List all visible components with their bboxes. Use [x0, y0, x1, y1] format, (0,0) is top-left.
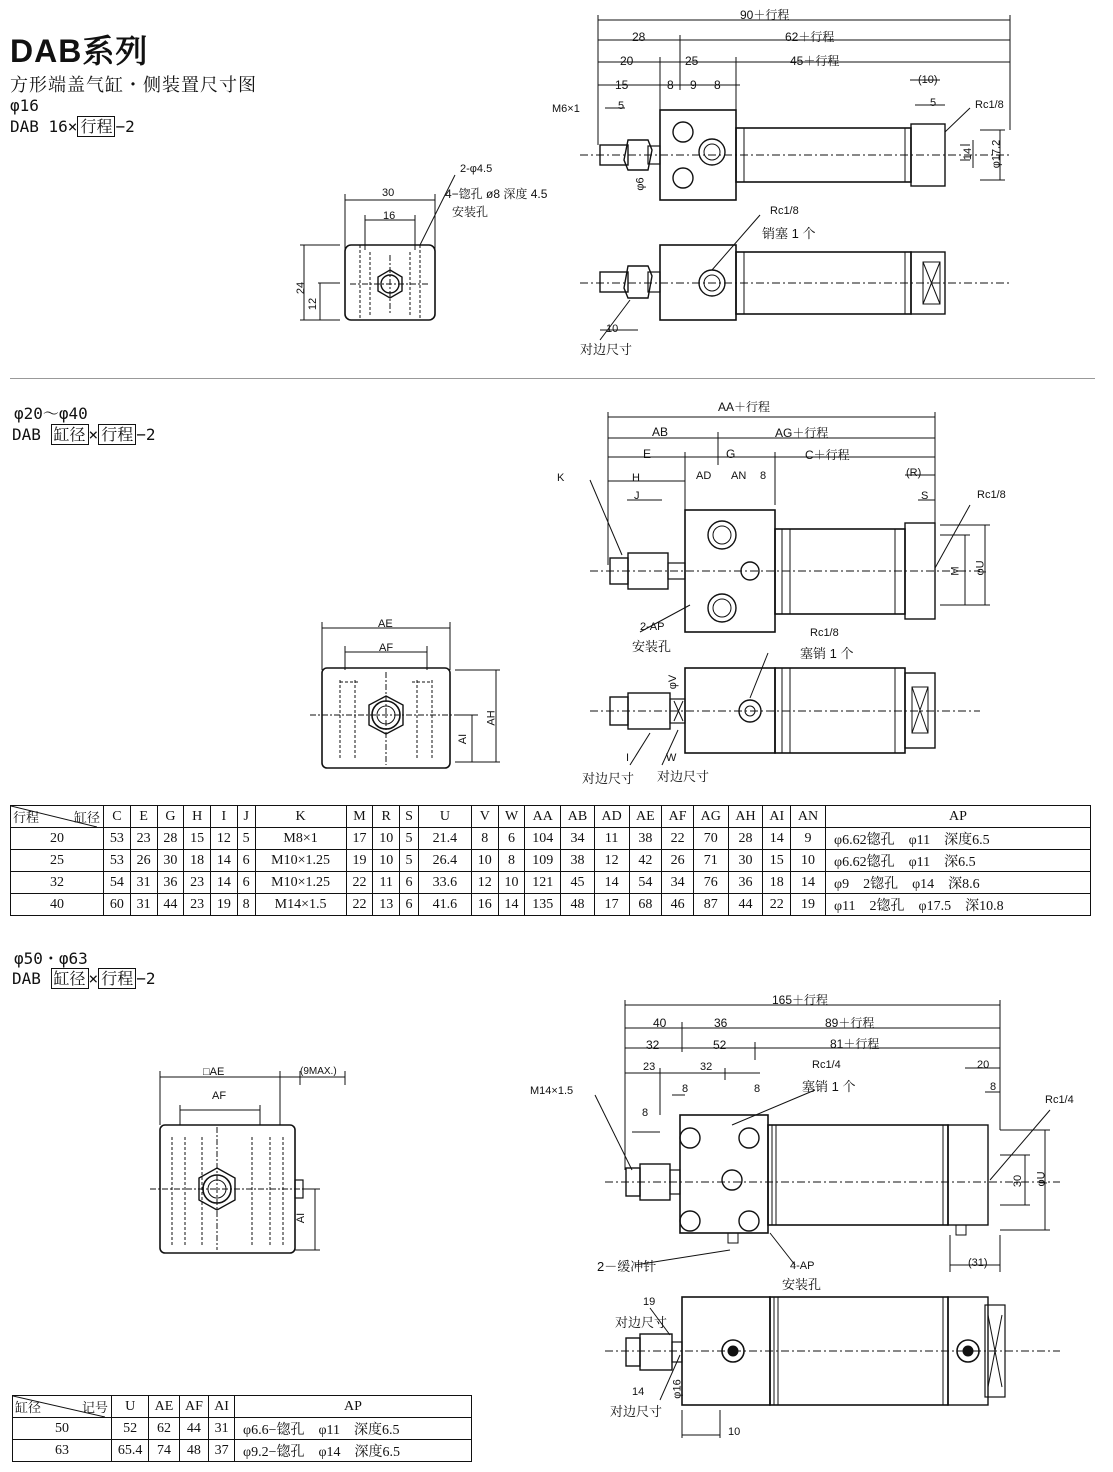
- sec20-port: Rc1/8: [977, 489, 1006, 501]
- sec16-model-box: 行程: [77, 116, 115, 137]
- sec20-cell: 23: [184, 872, 211, 894]
- sec20-front-ae: AE: [378, 618, 393, 630]
- sec20-table-corner: [11, 806, 104, 828]
- sec20-cell: 20: [11, 828, 104, 850]
- sec20-dim-j: J: [634, 490, 640, 502]
- sec20-cell: 6: [498, 828, 525, 850]
- sec20-cell: 48: [561, 894, 595, 916]
- sec50-cell: 52: [112, 1418, 149, 1440]
- sec50-dim-89: 89＋行程: [825, 1016, 875, 1030]
- sec16-cbore-label: 4−锪孔 ø8 深度 4.5: [445, 187, 548, 201]
- sec16-port-b: Rc1/8: [770, 205, 799, 217]
- page-subtitle: 方形端盖气缸・侧装置尺寸图: [10, 75, 257, 95]
- sec20-cell: 6: [237, 872, 255, 894]
- sec20-cell: 60: [104, 894, 131, 916]
- sec20-cell: 22: [763, 894, 791, 916]
- sec50-model-prefix: DAB: [12, 969, 51, 988]
- sec20-table-head-bottom: 行程: [13, 810, 40, 825]
- sec20-cell: 22: [346, 872, 373, 894]
- sec20-dim-an: AN: [731, 470, 747, 482]
- sec50-col-header: AF: [179, 1396, 208, 1418]
- sec50-dim-8d: 8: [642, 1107, 649, 1119]
- sec20-cell: M8×1: [255, 828, 346, 850]
- sec20-cell: 15: [763, 850, 791, 872]
- sec20-cell: 42: [629, 850, 662, 872]
- sec20-cell: 19: [346, 850, 373, 872]
- sec20-model: [12, 425, 155, 445]
- sec20-col-header: AH: [728, 806, 763, 828]
- sec20-cell: 44: [157, 894, 184, 916]
- sec50-dim-81: 81＋行程: [830, 1037, 880, 1051]
- sec16-dim-5b: 5: [930, 97, 937, 109]
- sec50-table-corner: [13, 1396, 112, 1418]
- sec20-cell: 14: [594, 872, 629, 894]
- sec50-model-box1: 缸径: [51, 968, 89, 989]
- sec50-cell: 37: [209, 1440, 235, 1462]
- sec16-model: [10, 117, 135, 137]
- sec20-cell: 6: [400, 872, 419, 894]
- sec16-dim-14: 14: [962, 147, 975, 161]
- page-title: DAB系列: [10, 33, 149, 69]
- sec20-cell: 53: [104, 850, 131, 872]
- sec20-side-view: [550, 395, 1010, 795]
- sec20-dim-s: S: [921, 490, 929, 502]
- sec20-cell: 53: [104, 828, 131, 850]
- sec50-cell: 48: [179, 1440, 208, 1462]
- sec50-dim-8b: 8: [754, 1083, 761, 1095]
- sec20-cell: 16: [471, 894, 498, 916]
- sec20-col-header: AP: [826, 806, 1091, 828]
- sec20-cell: 19: [211, 894, 238, 916]
- sec20-cell: 30: [157, 850, 184, 872]
- sec50-front-view: [140, 1065, 360, 1265]
- sec20-col-header: AD: [594, 806, 629, 828]
- sec20-cell: 28: [157, 828, 184, 850]
- sec20-cell: 8: [471, 828, 498, 850]
- sec50-cell: 44: [179, 1418, 208, 1440]
- sec20-model-box2: 行程: [98, 424, 136, 445]
- sec20-cell: 30: [728, 850, 763, 872]
- sec20-dim-r: (R): [906, 467, 922, 479]
- sec50-ap-label: 4-AP: [790, 1260, 815, 1272]
- table-row: [11, 894, 1091, 916]
- sec20-cell: 45: [561, 872, 595, 894]
- sec20-cell: 8: [237, 894, 255, 916]
- sec20-cell: 26: [662, 850, 694, 872]
- sec20-wrench2: 对边尺寸: [657, 769, 710, 784]
- sec16-model-prefix: DAB 16×: [10, 117, 78, 136]
- sec50-cell: 74: [149, 1440, 179, 1462]
- sec20-col-header: AI: [763, 806, 791, 828]
- sec50-dim-23: 23: [643, 1061, 656, 1073]
- sec20-model-mid: ×: [88, 425, 99, 444]
- sec50-plug: 塞销 1 个: [802, 1079, 856, 1094]
- sec20-col-header: C: [104, 806, 131, 828]
- sec20-cell: 18: [184, 850, 211, 872]
- sec50-col-header: AP: [235, 1396, 472, 1418]
- sec16-dim-24: 24: [295, 281, 308, 295]
- sec50-table-head-bottom: 缸径: [15, 1400, 42, 1415]
- sec20-dim-c: C＋行程: [805, 448, 850, 462]
- sec16-bore: φ16: [10, 96, 39, 115]
- sec16-dim-62: 62＋行程: [785, 30, 835, 44]
- sec50-front-ae: □AE: [203, 1066, 225, 1078]
- sec20-col-header: G: [157, 806, 184, 828]
- sec20-cell: 9: [791, 828, 826, 850]
- sec20-cell: 31: [130, 894, 157, 916]
- sec20-plug: 塞销 1 个: [800, 646, 854, 661]
- sec20-cell: 8: [498, 850, 525, 872]
- sec20-cell: 14: [211, 850, 238, 872]
- sec20-cell: 12: [471, 872, 498, 894]
- sec50-front-ai: AI: [295, 1212, 308, 1224]
- sec16-dim-30: 30: [382, 187, 395, 199]
- sec50-phi16: φ16: [671, 1379, 684, 1399]
- sec50-cell: 62: [149, 1418, 179, 1440]
- sec20-cell: 18: [763, 872, 791, 894]
- sec50-col-header: AE: [149, 1396, 179, 1418]
- sec20-mount-label: 安装孔: [632, 639, 672, 654]
- sec16-holes-label: 2-φ4.5: [460, 163, 493, 175]
- sec20-cell: 135: [525, 894, 561, 916]
- sec50-col-header: AI: [209, 1396, 235, 1418]
- sec50-model-mid: ×: [88, 969, 99, 988]
- sec20-cell: 121: [525, 872, 561, 894]
- sec20-cell: 34: [662, 872, 694, 894]
- sec50-cell: 31: [209, 1418, 235, 1440]
- sec20-dim-ad: AD: [696, 470, 712, 482]
- sec20-cell: 34: [561, 828, 595, 850]
- sec50-front-af: AF: [212, 1090, 227, 1102]
- sec20-cell: 23: [130, 828, 157, 850]
- sec20-col-header: AF: [662, 806, 694, 828]
- sec20-cell: 21.4: [418, 828, 471, 850]
- sec20-col-header: H: [184, 806, 211, 828]
- sec16-dim-9: 9: [690, 78, 697, 92]
- sec20-cell: 104: [525, 828, 561, 850]
- sec50-spec-table: [12, 1395, 472, 1462]
- table-row: [11, 828, 1091, 850]
- sec50-cushion: 2－缓冲针: [597, 1259, 657, 1274]
- sec50-cell: 65.4: [112, 1440, 149, 1462]
- sec20-cell: 33.6: [418, 872, 471, 894]
- sec16-dim-172: φ17.2: [990, 139, 1003, 169]
- sec20-col-header: I: [211, 806, 238, 828]
- sec50-thread: M14×1.5: [530, 1085, 574, 1097]
- sec20-col-header: U: [418, 806, 471, 828]
- sec50-cell: φ9.2−锪孔 φ14 深度6.5: [235, 1440, 472, 1462]
- sec20-cell: 14: [498, 894, 525, 916]
- sec20-cell: 70: [693, 828, 728, 850]
- sec20-cell: 5: [400, 828, 419, 850]
- sec20-cell: 15: [184, 828, 211, 850]
- sec50-dim-8c: 8: [990, 1081, 997, 1093]
- sec16-dim-5: 5: [618, 100, 625, 112]
- sec50-dim-36: 36: [714, 1016, 728, 1030]
- sec20-cell: 87: [693, 894, 728, 916]
- sec16-dim-25: 25: [685, 54, 699, 68]
- sec20-dim-ab: AB: [652, 425, 669, 439]
- sec20-col-header: AE: [629, 806, 662, 828]
- sec20-cell: 25: [11, 850, 104, 872]
- sec50-cell: φ6.6−锪孔 φ11 深度6.5: [235, 1418, 472, 1440]
- sec20-cell: 26: [130, 850, 157, 872]
- sec20-col-header: AN: [791, 806, 826, 828]
- sec20-col-header: E: [130, 806, 157, 828]
- sec50-dim-8a: 8: [682, 1083, 689, 1095]
- sec50-port: Rc1/4: [812, 1059, 841, 1071]
- sec50-dim-165: 165＋行程: [772, 993, 829, 1007]
- sec20-cell: 32: [11, 872, 104, 894]
- sec20-cell: M10×1.25: [255, 850, 346, 872]
- sec20-front-ai: AI: [457, 733, 470, 745]
- sec20-cell: 12: [211, 828, 238, 850]
- sec20-cell: 31: [130, 872, 157, 894]
- sec20-cell: 26.4: [418, 850, 471, 872]
- sec20-cell: 54: [629, 872, 662, 894]
- sec20-cell: 17: [346, 828, 373, 850]
- sec20-cell: 10: [471, 850, 498, 872]
- sec20-cell: 14: [791, 872, 826, 894]
- sec50-dim-52: 52: [713, 1038, 727, 1052]
- sec20-spec-table: [10, 805, 1091, 916]
- sec20-dim-g: G: [726, 447, 736, 461]
- sec20-col-header: K: [255, 806, 346, 828]
- sec20-front-ah: AH: [485, 710, 498, 726]
- sec20-cell: 22: [346, 894, 373, 916]
- sec20-wrench1: 对边尺寸: [582, 771, 635, 786]
- sec16-side-view: [540, 0, 1020, 370]
- sec20-col-header: S: [400, 806, 419, 828]
- sec16-model-suffix: −2: [115, 117, 135, 136]
- sec20-cell: 10: [373, 828, 400, 850]
- sec16-mount-label: 安装孔: [452, 205, 489, 219]
- sec16-dim-20: 20: [620, 54, 634, 68]
- sec16-dim-45: 45＋行程: [790, 54, 840, 68]
- sec16-phi6: φ6: [634, 177, 647, 191]
- sec16-dim-15: 15: [615, 78, 629, 92]
- sec20-col-header: J: [237, 806, 255, 828]
- sec20-dim-m: M: [949, 566, 962, 576]
- sec20-cell: 41.6: [418, 894, 471, 916]
- sec20-model-prefix: DAB: [12, 425, 51, 444]
- table-row: [11, 872, 1091, 894]
- sec16-port: Rc1/8: [975, 99, 1004, 111]
- sec50-dim-19: 19: [643, 1296, 656, 1308]
- sec20-cell: 11: [594, 828, 629, 850]
- sec20-dim-8: 8: [760, 470, 767, 482]
- sec20-cell: 71: [693, 850, 728, 872]
- sec20-dim-k: K: [557, 472, 565, 484]
- sec16-dim-28: 28: [632, 30, 646, 44]
- sec20-cell: 10: [498, 872, 525, 894]
- sec50-wrench1: 对边尺寸: [615, 1315, 668, 1330]
- sec20-cell: 38: [629, 828, 662, 850]
- sec20-table-head-top: 缸径: [73, 810, 100, 825]
- table-row: [13, 1418, 472, 1440]
- sec50-dim-32: 32: [646, 1038, 660, 1052]
- sec20-cell: 10: [791, 850, 826, 872]
- sec20-cell: φ11 2锪孔 φ17.5 深10.8: [826, 894, 1091, 916]
- sec20-cell: φ6.62锪孔 φ11 深6.5: [826, 850, 1091, 872]
- sec20-cell: 13: [373, 894, 400, 916]
- sec50-model-suffix: −2: [136, 969, 156, 988]
- sec50-dim-10: 10: [728, 1426, 741, 1438]
- sec16-plug: 销塞 1 个: [762, 226, 816, 241]
- sec50-col-header: U: [112, 1396, 149, 1418]
- sec20-front-af: AF: [379, 642, 394, 654]
- sec50-cell: 63: [13, 1440, 112, 1462]
- sec20-cell: M10×1.25: [255, 872, 346, 894]
- sec20-col-header: W: [498, 806, 525, 828]
- sec20-col-header: AB: [561, 806, 595, 828]
- sec20-cell: 14: [763, 828, 791, 850]
- sec20-cell: 22: [662, 828, 694, 850]
- sec20-bore: φ20～φ40: [14, 404, 88, 423]
- sec50-dim-32b: 32: [700, 1061, 713, 1073]
- sec20-cell: 6: [237, 850, 255, 872]
- table-row: [13, 1440, 472, 1462]
- sec50-table-body: [13, 1418, 472, 1462]
- sec20-cell: 36: [157, 872, 184, 894]
- sec20-cell: φ9 2锪孔 φ14 深8.6: [826, 872, 1091, 894]
- sec50-dim-31: (31): [968, 1257, 988, 1269]
- sec20-cell: 68: [629, 894, 662, 916]
- sec20-front-view: [300, 610, 510, 780]
- sec20-col-header: AG: [693, 806, 728, 828]
- sec50-model-box2: 行程: [98, 968, 136, 989]
- sec16-dim-10p: (10): [918, 74, 938, 86]
- sec20-dim-w: W: [666, 752, 677, 764]
- sec20-cell: 17: [594, 894, 629, 916]
- table-row: [11, 850, 1091, 872]
- sec50-mount-label: 安装孔: [782, 1277, 822, 1292]
- sec20-cell: 28: [728, 828, 763, 850]
- sec16-wrench: 对边尺寸: [580, 342, 633, 357]
- sec20-port-b: Rc1/8: [810, 627, 839, 639]
- sec50-bore: φ50・φ63: [14, 949, 88, 968]
- sec50-table-head-top: 记号: [81, 1400, 108, 1415]
- sec16-thread: M6×1: [552, 103, 580, 115]
- sec20-cell: 23: [184, 894, 211, 916]
- sec50-cell: 50: [13, 1418, 112, 1440]
- sec50-model: [12, 969, 155, 989]
- sec20-col-header: R: [373, 806, 400, 828]
- sec20-cell: 76: [693, 872, 728, 894]
- sec50-dim-u: φU: [1035, 1171, 1048, 1187]
- sec20-cell: 54: [104, 872, 131, 894]
- sec50-wrench2: 对边尺寸: [610, 1404, 663, 1419]
- sec20-cell: 14: [211, 872, 238, 894]
- sec20-dim-e: E: [643, 447, 652, 461]
- sec16-dim-8: 8: [667, 78, 674, 92]
- sec20-cell: 6: [400, 894, 419, 916]
- sec20-dim-aa: AA＋行程: [718, 400, 771, 414]
- sec20-col-header: M: [346, 806, 373, 828]
- sec20-cell: 11: [373, 872, 400, 894]
- sec50-port-b: Rc1/4: [1045, 1094, 1074, 1106]
- sec16-dim-90: 90＋行程: [740, 8, 790, 22]
- sec20-cell: 5: [400, 850, 419, 872]
- sec20-cell: 5: [237, 828, 255, 850]
- sec20-dim-v: φV: [667, 674, 680, 690]
- sec20-dim-u: φU: [974, 560, 987, 576]
- sec20-cell: 36: [728, 872, 763, 894]
- sec16-dim-8b: 8: [714, 78, 721, 92]
- sec20-cell: 40: [11, 894, 104, 916]
- sec20-model-box1: 缸径: [51, 424, 89, 445]
- sec20-dim-ag: AG＋行程: [775, 426, 829, 440]
- sec20-cell: 12: [594, 850, 629, 872]
- sec20-cell: 44: [728, 894, 763, 916]
- sec20-cell: 46: [662, 894, 694, 916]
- sec50-front-9max: (9MAX.): [300, 1066, 337, 1077]
- sec20-cell: 109: [525, 850, 561, 872]
- sec50-dim-30: 30: [1012, 1174, 1025, 1188]
- sec20-cell: 10: [373, 850, 400, 872]
- sec16-dim-16: 16: [383, 210, 396, 222]
- sec50-dim-40: 40: [653, 1016, 667, 1030]
- sec20-cell: 19: [791, 894, 826, 916]
- sec20-dim-h: H: [632, 472, 640, 484]
- sec20-dim-i: I: [626, 752, 630, 764]
- sec16-dim-12: 12: [307, 297, 320, 311]
- sec20-cell: M14×1.5: [255, 894, 346, 916]
- sec20-model-suffix: −2: [136, 425, 156, 444]
- sec50-dim-14: 14: [632, 1386, 645, 1398]
- sec20-cell: φ6.62锪孔 φ11 深度6.5: [826, 828, 1091, 850]
- sec20-col-header: AA: [525, 806, 561, 828]
- sec20-ap-label: 2-AP: [640, 621, 665, 633]
- sec16-dim-10: 10: [606, 323, 619, 335]
- sec20-table-body: [11, 828, 1091, 916]
- sec20-cell: 38: [561, 850, 595, 872]
- sec20-col-header: V: [471, 806, 498, 828]
- sec50-dim-20: 20: [977, 1059, 990, 1071]
